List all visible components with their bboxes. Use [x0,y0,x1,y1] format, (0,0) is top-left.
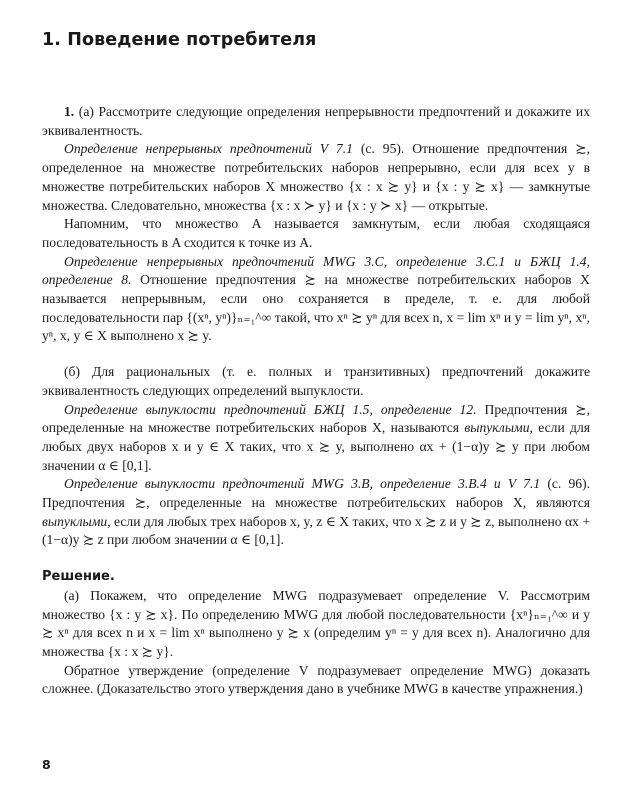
chapter-title: 1. Поведение потребителя [42,30,317,50]
definition-continuity-mwg [42,253,590,347]
definition-text: , если для любых трех наборов x, y, z ∈ X таких, что x ≿ z и y ≿ z, выполнено αx + (1−α)y ≿ z при любом значении α ∈ [0,1]. [42,513,590,548]
defined-term: выпуклыми [464,420,530,436]
closed-set-note: Напомним, что множество A называется замкнутым, если любая сходящаяся последовательность в A сходится к точке из A. [42,216,590,250]
definition-title: Определение выпуклости предпочтений БЖЦ 1.5, определение 12. [64,401,477,417]
solution-converse: Обратное утверждение (определение V подразумевает определение MWG) доказать сложнее. (Доказательство этого утверждения дано в учебнике MWG в качестве упражнения.) [42,662,590,697]
solution-heading-line [42,567,590,587]
definition-text: , если для любых двух наборов x и y ∈ X таких, что x ≿ y, выполнено αx + (1−α)y ≿ y при любом значении α ∈ [0,1]. [42,420,590,473]
definition-title: Определение непрерывных предпочтений V 7.1 [64,141,353,157]
page-number: 8 [42,757,51,772]
problem-part-b-intro: (б) Для рациональных (т. е. полных и транзитивных) предпочтений докажите эквивалентность следующих определений выпуклости. [42,364,590,398]
definition-title: Определение выпуклости предпочтений MWG 3.B, определение 3.B.4 и V 7.1 [64,476,541,492]
definition-text: (с. 96). Предпочтения ≿, определенные на множестве потребительских наборов X, являются [42,476,590,511]
definition-text: (с. 95). Отношение предпочтения ≿, определенное на множестве потребительских наборов непрерывно, если для всех y в множестве потребительских наборов X множество {x : x ≿ y} и {x : y ≿ x} — замкнутые множества. Следовательно, множества {x : x ≻ y} и {x : y ≻ x} — открытые. [42,141,590,213]
part-a-text: (а) Рассмотрите следующие определения непрерывности предпочтений и докажите их эквивалентность. [42,104,590,138]
solution-heading: Решение. [42,569,115,585]
definition-text: Предпочтения ≿, определенные на множестве потребительских наборов X, называются [42,401,590,436]
problem-number: 1. [64,104,75,119]
definition-text: Отношение предпочтения ≿ на множестве потребительских наборов X называется непрерывным, если оно сохраняется в пределе, т. е. для любой последовательности пар {(xⁿ, yⁿ)}ₙ₌₁^∞ такой, что xⁿ ≿ yⁿ для всех n, x = lim xⁿ и y = lim yⁿ, xⁿ, yⁿ, x, y ∈ X выполнено x ≿ y. [42,272,591,344]
definition-convexity-mwg [42,475,590,550]
defined-term: выпуклыми [42,513,108,529]
definition-title: Определение непрерывных предпочтений MWG 3.C, определение 3.C.1 и БЖЦ 1.4, определение 8. [42,253,590,288]
definition-convexity-bzhc [42,401,590,476]
definition-continuity-v [42,140,590,215]
page-body [42,103,590,699]
solution-part-a: (а) Покажем, что определение MWG подразумевает определение V. Рассмотрим множество {x : y ≿ x}. По определению MWG для любой последовательности {xⁿ}ₙ₌₁^∞ и y ≿ xⁿ для всех n и x = lim xⁿ выполнено y ≿ x (определим yⁿ = y для всех n). Аналогично для множества {x : x ≿ y}. [42,587,590,659]
problem-part-a-intro [42,103,590,140]
